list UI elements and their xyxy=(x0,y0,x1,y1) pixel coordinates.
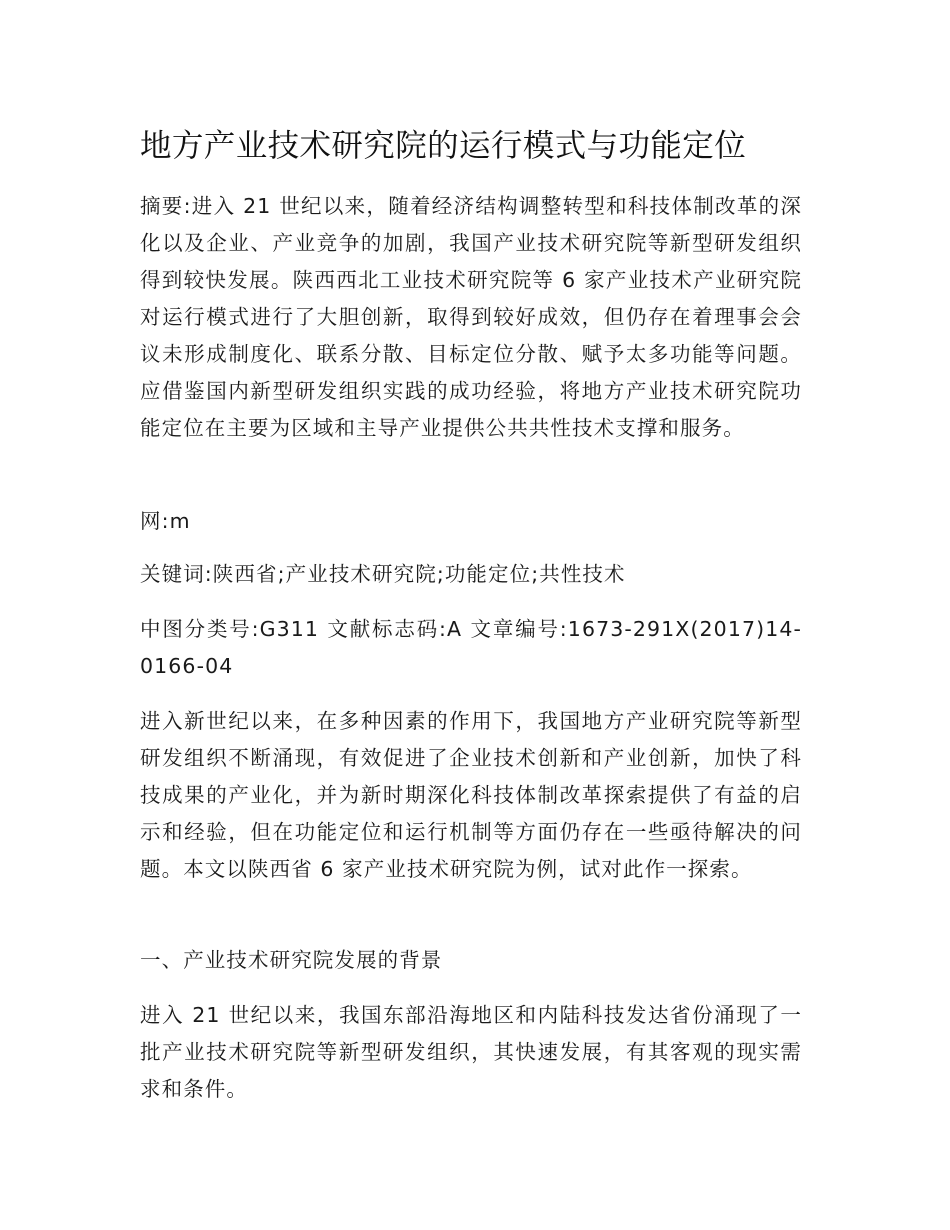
keywords-line: 关键词:陕西省;产业技术研究院;功能定位;共性技术 xyxy=(140,562,626,586)
section-heading: 一、产业技术研究院发展的背景 xyxy=(140,948,443,972)
site-line: 网:m xyxy=(140,509,191,533)
section-paragraph: 进入 21 世纪以来，我国东部沿海地区和内陆科技发达省份涌现了一批产业技术研究院等新型研发组织，其快速发展，有其客观的现实需求和条件。 xyxy=(140,1003,802,1101)
classification-line: 中图分类号:G311 文献标志码:A 文章编号:1673-291X(2017)14-0166-04 xyxy=(140,617,802,678)
intro-paragraph: 进入新世纪以来，在多种因素的作用下，我国地方产业研究院等新型研发组织不断涌现，有效促进了企业技术创新和产业创新，加快了科技成果的产业化，并为新时期深化科技体制改革探索提供了有益的启示和经验，但在功能定位和运行机制等方面仍存在一些亟待解决的问题。本文以陕西省 6 家产业技术研究院为例，试对此作一探索。 xyxy=(140,709,802,881)
abstract-paragraph: 摘要:进入 21 世纪以来，随着经济结构调整转型和科技体制改革的深化以及企业、产业竞争的加剧，我国产业技术研究院等新型研发组织得到较快发展。陕西西北工业技术研究院等 6 家产业技术产业研究院对运行模式进行了大胆创新，取得到较好成效，但仍存在着理事会会议未形成制度化、联系分散、目标定位分散、赋予太多功能等问题。应借鉴国内新型研发组织实践的成功经验，将地方产业技术研究院功能定位在主要为区域和主导产业提供公共共性技术支撑和服务。 xyxy=(140,194,802,440)
document-title: 地方产业技术研究院的运行模式与功能定位 xyxy=(140,128,747,164)
